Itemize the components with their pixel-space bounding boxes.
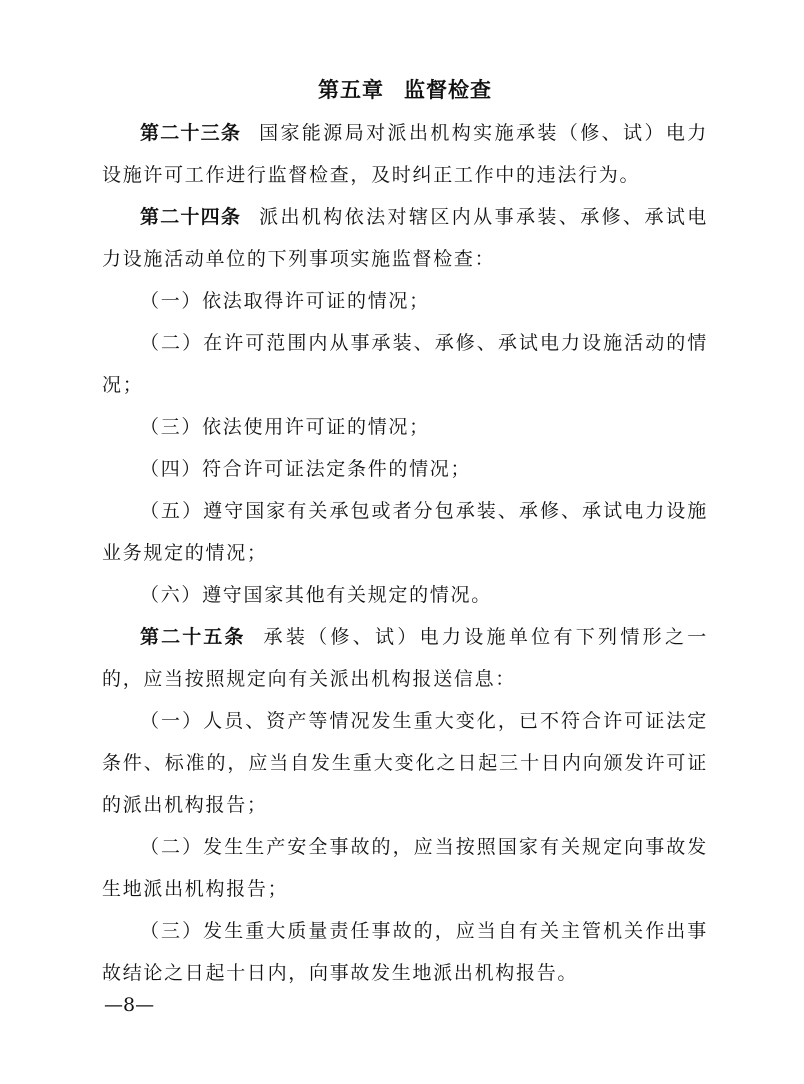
article-item: （五）遵守国家有关承包或者分包承装、承修、承试电力设施业务规定的情况； [102,500,708,564]
article-paragraph [102,112,708,196]
article-text: 国家能源局对派出机构实施承装（修、试）电力设施许可工作进行监督检查，及时纠正工作中的违法行为。 [102,122,708,186]
document-page [102,70,708,994]
article-item: （一）依法取得许可证的情况； [140,290,430,312]
chapter-title: 监督检查 [404,78,492,102]
article-paragraph [102,616,708,700]
article-item: （四）符合许可证法定条件的情况； [140,458,472,480]
article-item: （六）遵守国家其他有关规定的情况。 [140,584,492,606]
article-item: （二）发生生产安全事故的，应当按照国家有关规定向事故发生地派出机构报告； [102,836,708,900]
article-number: 第二十四条 [140,206,242,228]
article-item: （三）发生重大质量责任事故的，应当自有关主管机关作出事故结论之日起十日内，向事故发生地派出机构报告。 [102,920,708,984]
chapter-heading [102,70,708,110]
article-paragraph [102,196,708,280]
article-text: 承装（修、试）电力设施单位有下列情形之一的，应当按照规定向有关派出机构报送信息： [102,626,708,690]
page-number: —8— [104,994,155,1016]
article-item: （二）在许可范围内从事承装、承修、承试电力设施活动的情况； [102,332,708,396]
article-text: 派出机构依法对辖区内从事承装、承修、承试电力设施活动单位的下列事项实施监督检查： [102,206,708,270]
article-number: 第二十三条 [140,122,242,144]
chapter-number: 第五章 [318,78,384,102]
article-item: （一）人员、资产等情况发生重大变化，已不符合许可证法定条件、标准的，应当自发生重大变化之日起三十日内向颁发许可证的派出机构报告； [102,710,708,816]
article-item: （三）依法使用许可证的情况； [140,416,430,438]
article-number: 第二十五条 [140,626,246,648]
